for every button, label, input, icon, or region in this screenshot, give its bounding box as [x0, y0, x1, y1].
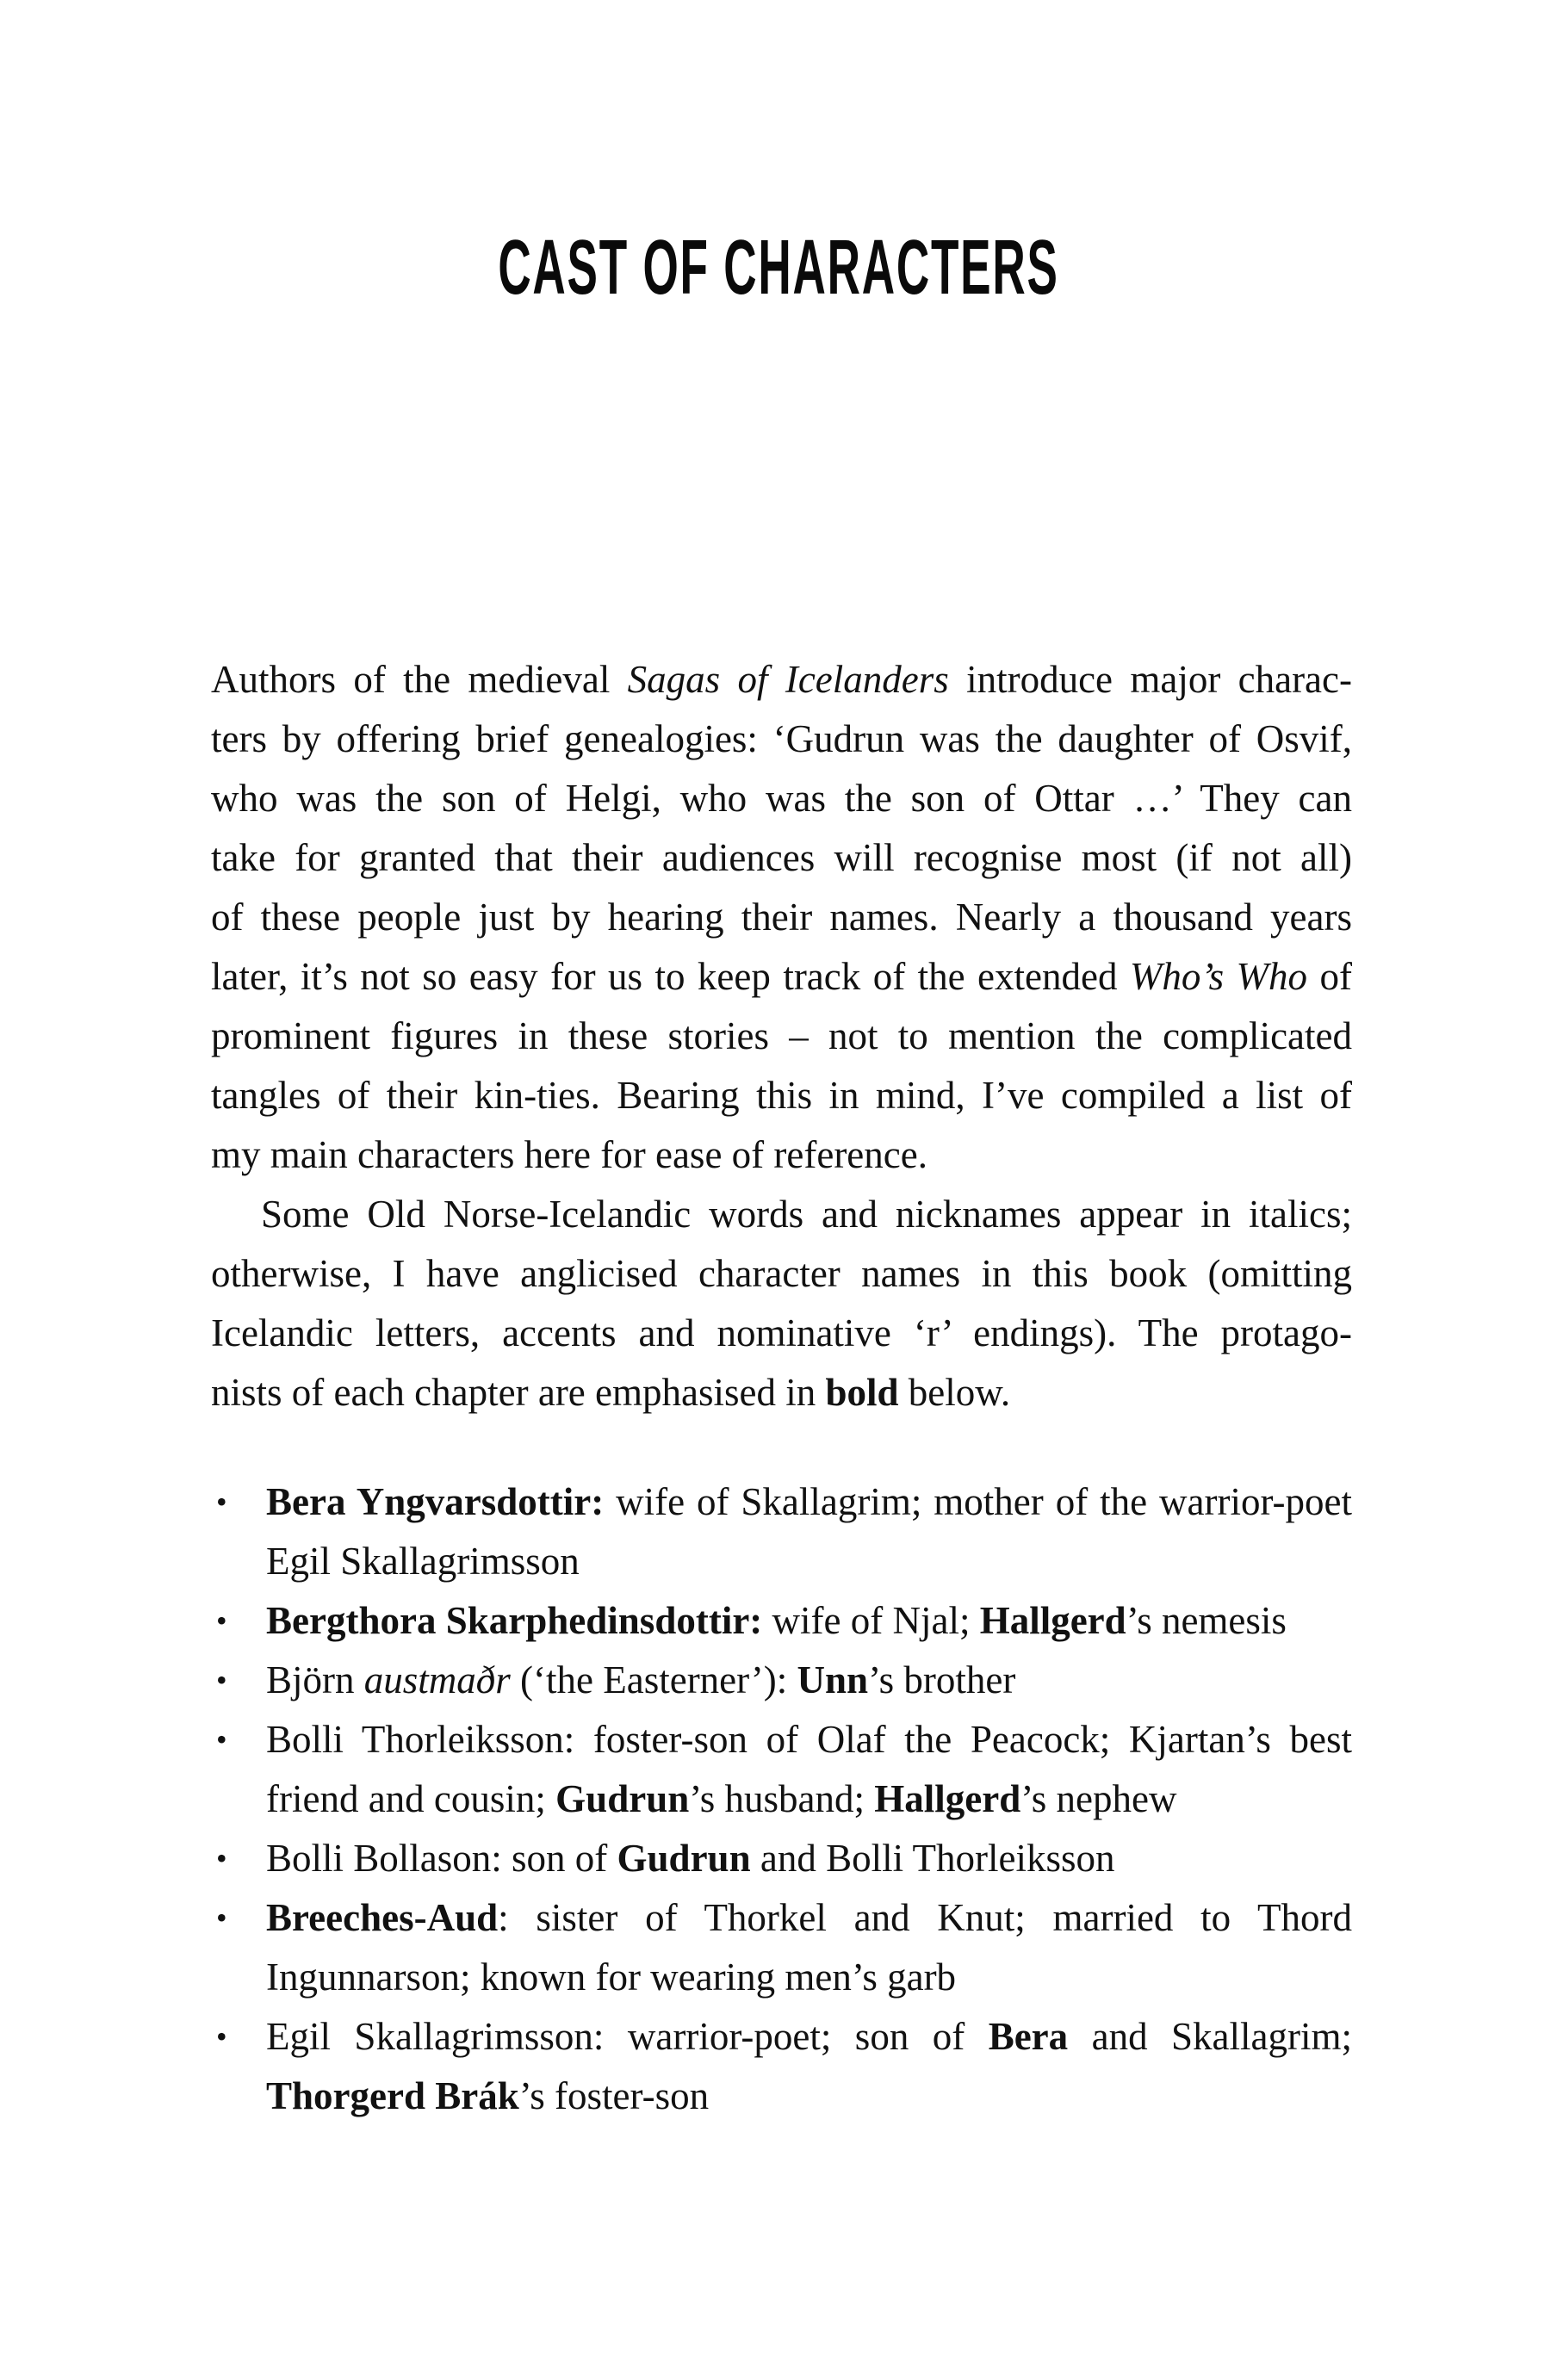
text-run: ’s nephew	[1020, 1777, 1177, 1820]
bullet-marker: •	[216, 1900, 227, 1935]
text-run: and Skallagrim;	[1068, 2015, 1352, 2058]
character-item-text	[266, 2007, 1352, 2126]
text-run: (‘the Easterner’):	[510, 1658, 797, 1701]
text-run: my main characters here for ease of reference.	[211, 1133, 927, 1176]
text-run: Björn	[266, 1658, 364, 1701]
text-line	[211, 769, 1352, 828]
character-item	[211, 1591, 1352, 1651]
text-run: Bergthora Skarphedinsdottir:	[266, 1599, 763, 1642]
text-line	[211, 1304, 1352, 1363]
text-run: below.	[898, 1371, 1011, 1414]
text-run: Who’s Who	[1129, 955, 1308, 998]
text-line	[211, 1007, 1352, 1066]
character-list	[211, 1472, 1352, 2126]
text-line	[266, 1888, 1352, 1948]
character-item	[211, 1651, 1352, 1710]
text-run: otherwise, I have anglicised character names in this book (omitting	[211, 1252, 1352, 1295]
text-line	[211, 1363, 1352, 1422]
text-run: Thorgerd Brák	[266, 2074, 519, 2117]
text-line	[266, 1770, 1352, 1829]
page-content	[211, 650, 1352, 2126]
text-run: austmaðr	[363, 1658, 511, 1701]
text-line	[266, 2007, 1352, 2067]
text-run: Authors of the medieval	[211, 658, 628, 701]
character-item	[211, 1472, 1352, 1591]
character-item-text	[266, 1591, 1352, 1651]
text-run: wife of Njal;	[762, 1599, 980, 1642]
text-run: of	[1307, 955, 1352, 998]
text-run: later, it’s not so easy for us to keep track of the extended	[211, 955, 1130, 998]
text-line	[211, 1066, 1352, 1125]
text-run: Breeches-Aud	[266, 1896, 499, 1939]
text-line	[211, 1125, 1352, 1185]
bullet-marker: •	[216, 1663, 227, 1697]
bullet-marker: •	[216, 2019, 227, 2054]
text-run: nists of each chapter are emphasised in	[211, 1371, 826, 1414]
text-run: ters by offering brief genealogies: ‘Gudrun was the daughter of Osvif,	[211, 717, 1352, 760]
text-line	[211, 947, 1352, 1007]
text-run: tangles of their kin-ties. Bearing this in mind, I’ve compiled a list of	[211, 1074, 1352, 1117]
text-line	[211, 828, 1352, 888]
character-item-text	[266, 1651, 1352, 1710]
text-line	[211, 888, 1352, 947]
bullet-marker: •	[216, 1841, 227, 1875]
text-run: Egil Skallagrimsson	[266, 1540, 580, 1583]
text-run: ’s brother	[868, 1658, 1016, 1701]
text-run: Unn	[797, 1658, 869, 1701]
text-line	[211, 710, 1352, 769]
text-run: ’s nemesis	[1126, 1599, 1287, 1642]
text-run: take for granted that their audiences will recognise most (if not all)	[211, 836, 1352, 879]
text-run: Hallgerd	[979, 1599, 1126, 1642]
text-line	[266, 1591, 1352, 1651]
text-run: Gudrun	[617, 1837, 751, 1880]
character-item	[211, 1710, 1352, 1829]
text-run: and Bolli Thorleiksson	[750, 1837, 1115, 1880]
page-title: CAST OF CHARACTERS	[498, 225, 1059, 311]
bullet-marker: •	[216, 1484, 227, 1519]
bullet-marker: •	[216, 1722, 227, 1757]
text-run: Hallgerd	[874, 1777, 1021, 1820]
text-line	[211, 650, 1352, 710]
intro-paragraph	[211, 650, 1352, 1185]
text-line	[266, 1532, 1352, 1591]
text-run: who was the son of Helgi, who was the son of Ottar …’ They can	[211, 777, 1352, 820]
text-run: : sister of Thorkel and Knut; married to Thord	[498, 1896, 1352, 1939]
text-line	[266, 2067, 1352, 2126]
text-line	[266, 1651, 1352, 1710]
text-run: friend and cousin;	[266, 1777, 556, 1820]
text-run: Bera	[988, 2015, 1069, 2058]
text-line	[266, 1829, 1352, 1888]
text-run: Bolli Thorleiksson: foster-son of Olaf the Peacock; Kjartan’s best	[266, 1718, 1352, 1761]
text-run: wife of Skallagrim; mother of the warrior-poet	[604, 1480, 1352, 1523]
character-item-text	[266, 1710, 1352, 1829]
character-item-text	[266, 1888, 1352, 2007]
text-run: bold	[825, 1371, 899, 1414]
text-line	[266, 1710, 1352, 1770]
bullet-marker: •	[216, 1603, 227, 1638]
character-item-text	[266, 1829, 1352, 1888]
character-item	[211, 1888, 1352, 2007]
text-run: ’s foster-son	[518, 2074, 710, 2117]
text-run: prominent figures in these stories – not to mention the complicated	[211, 1014, 1352, 1057]
text-run: of these people just by hearing their names. Nearly a thousand years	[211, 896, 1352, 939]
intro-section	[211, 650, 1352, 1422]
text-line	[266, 1948, 1352, 2007]
text-line	[266, 1472, 1352, 1532]
text-run: Bolli Bollason: son of	[266, 1837, 617, 1880]
text-run: Ingunnarson; known for wearing men’s garb	[266, 1955, 957, 1999]
character-item	[211, 2007, 1352, 2126]
text-run: Gudrun	[555, 1777, 690, 1820]
text-run: introduce major charac-	[948, 658, 1352, 701]
character-item-text	[266, 1472, 1352, 1591]
intro-paragraph	[211, 1185, 1352, 1422]
text-run: Icelandic letters, accents and nominative ‘r’ endings). The protago-	[211, 1311, 1352, 1354]
page-title-wrap	[0, 226, 1557, 310]
text-run: Bera Yngvarsdottir:	[266, 1480, 605, 1523]
text-line	[211, 1244, 1352, 1304]
text-line	[211, 1185, 1352, 1244]
text-run: Sagas of Icelanders	[627, 658, 949, 701]
character-item	[211, 1829, 1352, 1888]
text-run: Some Old Norse-Icelandic words and nicknames appear in italics;	[261, 1193, 1352, 1236]
text-run: ’s husband;	[689, 1777, 875, 1820]
text-run: Egil Skallagrimsson: warrior-poet; son of	[266, 2015, 989, 2058]
